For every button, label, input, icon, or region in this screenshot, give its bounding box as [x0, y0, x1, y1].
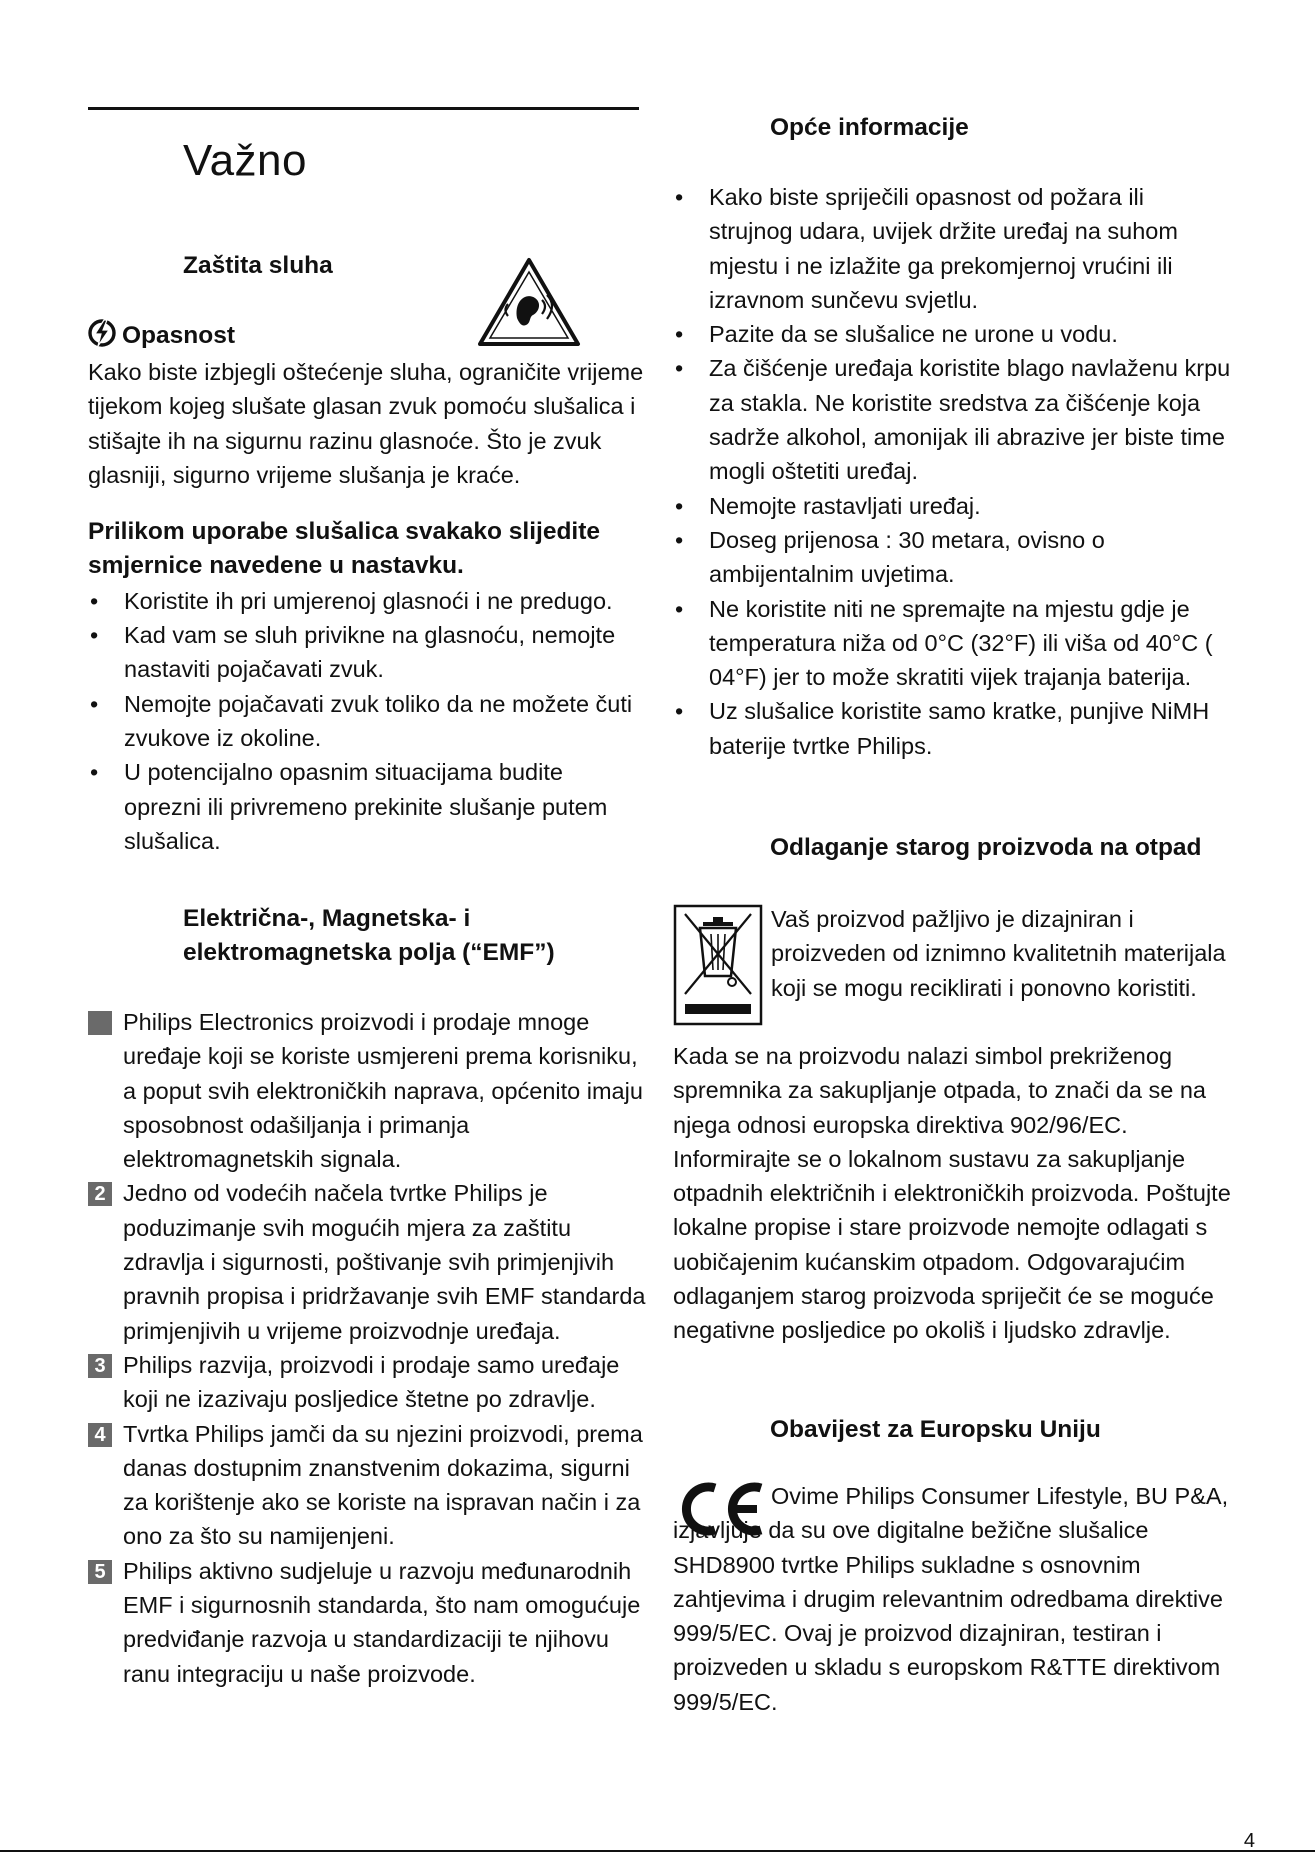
list-item: • Kad vam se sluh privikne na glasnoću, nemojte nastaviti pojačavati zvuk.	[88, 618, 644, 687]
hearing-body	[88, 355, 644, 858]
list-item	[88, 1417, 646, 1554]
list-item-text: Tvrtka Philips jamči da su njezini proizvodi, prema danas dostupnim znanstvenim dokazima, sigurni za korištenje ako se koriste na ispravan način i za ono za što su namijenjeni.	[123, 1420, 643, 1550]
eu-notice-heading: Obavijest za Europsku Uniju	[770, 1416, 1101, 1443]
list-item: • Kako biste spriječili opasnost od požara ili strujnog udara, uvijek držite uređaj na suhom mjestu i ne izlažite ga prekomjernoj vrućini ili izravnom sunčevu svjetlu.	[673, 180, 1233, 317]
emf-heading	[183, 902, 643, 971]
number-box: 4	[88, 1423, 112, 1447]
list-item-text: Jedno od vodećih načela tvrtke Philips je poduzimanje svih mogućih mjera za zaštitu zdravlja i sigurnosti, poštivanje svih primjenjivih pravnih propisa i pridržavanje svih EMF standarda primjenjivih u vrijeme proizvodnje uređaja.	[123, 1180, 646, 1344]
guidelines-heading: Prilikom uporabe slušalica svakako slijedite smjernice navedene u nastavku.	[88, 518, 601, 580]
hearing-warning-icon	[476, 256, 582, 348]
page-title: Važno	[183, 136, 307, 185]
list-item: • U potencijalno opasnim situacijama budite oprezni ili privremeno prekinite slušanje putem slušalica.	[88, 755, 644, 858]
list-item-text: Philips aktivno sudjeluje u razvoju međunarodnih EMF i sigurnosnih standarda, što nam omogućuje predviđanje razvoja u standardizaciji te njihovu ranu integraciju u naše proizvode.	[123, 1557, 641, 1687]
list-item-text: Philips Electronics proizvodi i prodaje mnoge uređaje koji se koriste usmjereni prema korisniku, a poput svih elektroničkih naprava, općenito imaju sposobnost odašiljanja i primanja elektromagnetskih signala.	[123, 1009, 643, 1173]
list-item	[88, 1005, 646, 1176]
eu-notice-text: Ovime Philips Consumer Lifestyle, BU P&A, izjavljuje da su ove digitalne bežične slušalice SHD8900 tvrtke Philips sukladne s osnovnim zahtjevima i drugim relevantnim odredbama direktive 999/5/EC. Ovaj je proizvod dizajniran, testiran i proizveden u skladu s europskom R&TTE direktivom 999/5/EC.	[673, 1483, 1229, 1715]
hearing-heading: Zaštita sluha	[183, 252, 333, 279]
danger-label-row	[88, 319, 235, 350]
list-item: • Ne koristite niti ne spremajte na mjestu gdje je temperatura niža od 0°C (32°F) ili viša od 40°C ( 04°F) jer to može skratiti vijek trajanja baterija.	[673, 592, 1233, 695]
list-item	[88, 1554, 646, 1691]
number-box: 3	[88, 1354, 112, 1378]
list-item: • Nemojte rastavljati uređaj.	[673, 489, 1233, 523]
crossed-bin-icon	[673, 904, 763, 1026]
emf-list	[88, 1005, 646, 1691]
list-item-text: Philips razvija, proizvodi i prodaje samo uređaje koji ne izazivaju posljedice štetne po zdravlje.	[123, 1351, 620, 1413]
hearing-warning-text: Kako biste izbjegli oštećenje sluha, ograničite vrijeme tijekom kojeg slušate glasan zvuk pomoću slušalica i stišajte ih na sigurnu razinu glasnoće. Što je zvuk glasniji, sigurno vrijeme slušanja je kraće.	[88, 359, 644, 488]
danger-label: Opasnost	[122, 322, 235, 349]
list-item: • Koristite ih pri umjerenoj glasnoći i ne predugo.	[88, 584, 644, 618]
emf-heading-line1: Električna-, Magnetska- i	[183, 905, 471, 932]
top-rule	[88, 107, 639, 110]
number-box: 5	[88, 1560, 112, 1584]
number-box: 2	[88, 1182, 112, 1206]
bottom-rule	[0, 1850, 1315, 1852]
disposal-intro: Vaš proizvod pažljivo je dizajniran i proizveden od iznimno kvalitetnih materijala koji se mogu reciklirati i ponovno koristiti.	[771, 906, 1226, 1001]
general-info-list	[673, 180, 1233, 763]
page-number: 4	[1243, 1830, 1255, 1852]
list-item: • Pazite da se slušalice ne urone u vodu.	[673, 317, 1233, 351]
general-info-heading: Opće informacije	[770, 114, 969, 141]
list-item: • Doseg prijenosa : 30 metara, ovisno o ambijentalnim uvjetima.	[673, 523, 1233, 592]
disposal-heading: Odlaganje starog proizvoda na otpad	[770, 834, 1202, 861]
number-box	[88, 1011, 112, 1035]
list-item	[88, 1176, 646, 1347]
disposal-body: Kada se na proizvodu nalazi simbol prekriženog spremnika za sakupljanje otpada, to znači da se na njega odnosi europska direktiva 902/96/EC. Informirajte se o lokalnom sustavu za sakupljanje otpadnih električnih i elektroničkih proizvoda. Poštujte lokalne propise i stare proizvode nemojte odlagati s uobičajenim kućanskim otpadom. Odgovarajućim odlaganjem starog proizvoda spriječit će se moguće negativne posljedice po okoliš i ljudsko zdravlje.	[673, 1043, 1231, 1344]
list-item: • Za čišćenje uređaja koristite blago navlaženu krpu za stakla. Ne koristite sredstva za čišćenje koja sadrže alkohol, amonijak ili abrazive jer biste time mogli oštetiti uređaj.	[673, 351, 1233, 488]
list-item	[88, 1348, 646, 1417]
emf-heading-line2: elektromagnetska polja (“EMF”)	[183, 939, 555, 967]
list-item: • Nemojte pojačavati zvuk toliko da ne možete čuti zvukove iz okoline.	[88, 687, 644, 756]
list-item: • Uz slušalice koristite samo kratke, punjive NiMH baterije tvrtke Philips.	[673, 694, 1233, 763]
guidelines-list	[88, 584, 644, 858]
danger-icon	[88, 319, 116, 347]
